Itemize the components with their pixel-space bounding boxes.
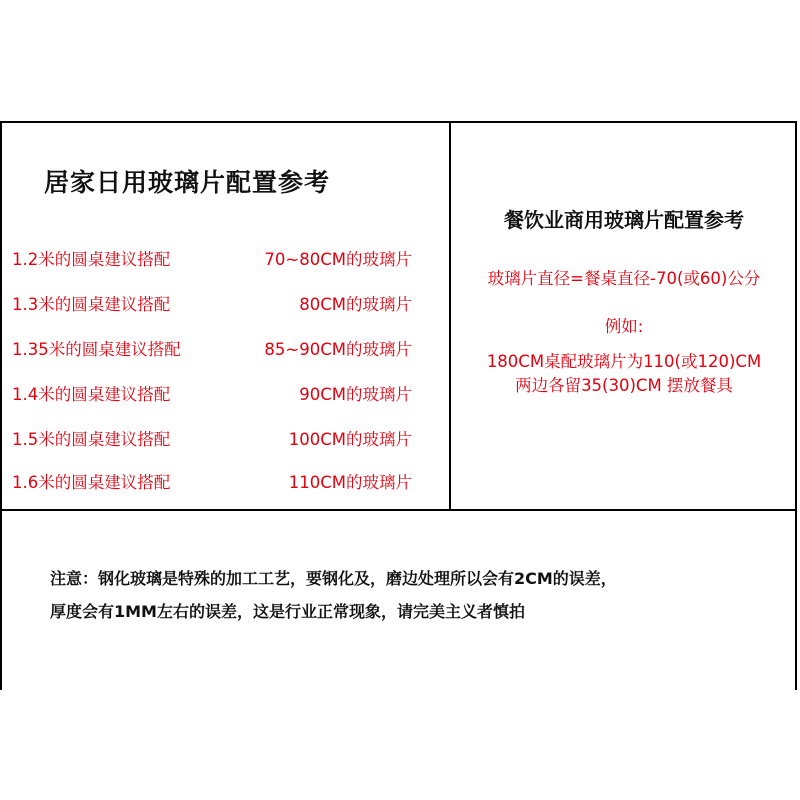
table-size-label: 1.3米的圆桌建议搭配: [12, 295, 171, 314]
notice-text: 厚度会有1MM左右的误差，这是行业正常现象，请完美主义者慎拍: [50, 602, 525, 621]
glass-size-value: 90CM的玻璃片: [299, 385, 412, 404]
commercial-config-title: 餐饮业商用玻璃片配置参考: [504, 208, 744, 232]
table-size-label: 1.2米的圆桌建议搭配: [12, 250, 171, 269]
table-size-label: 1.35米的圆桌建议搭配: [12, 340, 181, 359]
glass-size-value: 70~80CM的玻璃片: [264, 250, 412, 269]
home-config-row: [12, 426, 412, 452]
example-line: 180CM桌配玻璃片为110(或120)CM: [486, 352, 762, 371]
example-line: 两边各留35(30)CM 摆放餐具: [515, 376, 733, 395]
table-size-label: 1.6米的圆桌建议搭配: [12, 473, 171, 492]
home-config-title: 居家日用玻璃片配置参考: [44, 168, 331, 197]
glass-size-value: 80CM的玻璃片: [299, 295, 412, 314]
home-config-row: [12, 469, 412, 495]
notice-text: 注意：钢化玻璃是特殊的加工工艺，要钢化及，磨边处理所以会有2CM的误差，: [50, 569, 617, 588]
home-config-row: [12, 291, 412, 317]
home-config-row: [12, 381, 412, 407]
table-size-label: 1.4米的圆桌建议搭配: [12, 385, 171, 404]
formula-text: 玻璃片直径=餐桌直径-70(或60)公分: [487, 269, 761, 288]
glass-size-value: 110CM的玻璃片: [288, 473, 412, 492]
table-size-label: 1.5米的圆桌建议搭配: [12, 430, 171, 449]
glass-size-value: 85~90CM的玻璃片: [264, 340, 412, 359]
glass-size-value: 100CM的玻璃片: [288, 430, 412, 449]
row-divider: [0, 509, 797, 511]
home-config-row: [12, 246, 412, 272]
home-config-row: [12, 336, 412, 362]
example-label: 例如:: [604, 317, 644, 336]
